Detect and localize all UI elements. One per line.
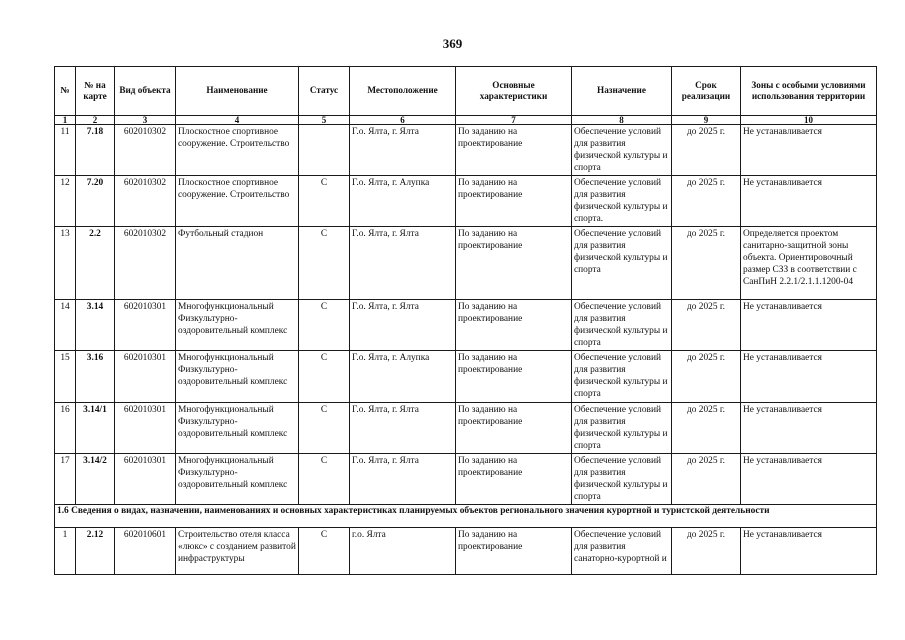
implementation-term: до 2025 г. — [672, 402, 741, 453]
special-zones: Не устанавливается — [741, 527, 877, 574]
header-cell: Зоны с особыми условиями использования территории — [741, 67, 877, 116]
column-number: 4 — [176, 116, 299, 125]
object-purpose: Обеспечение условий для развития санаторно-курортной и — [572, 527, 672, 574]
object-type-code: 602010301 — [115, 351, 176, 402]
object-name: Многофункциональный Физкультурно-оздоровительный комплекс — [176, 402, 299, 453]
table-row — [55, 402, 877, 453]
planned-objects-table — [54, 66, 877, 575]
header-cell: Статус — [299, 67, 350, 116]
map-number: 3.14/2 — [76, 453, 115, 504]
object-characteristics: По заданию на проектирование — [456, 453, 572, 504]
table-row — [55, 527, 877, 574]
column-number: 9 — [672, 116, 741, 125]
header-cell: № — [55, 67, 76, 116]
row-number: 15 — [55, 351, 76, 402]
column-number: 10 — [741, 116, 877, 125]
object-characteristics: По заданию на проектирование — [456, 176, 572, 227]
object-type-code: 602010301 — [115, 453, 176, 504]
map-number: 3.14/1 — [76, 402, 115, 453]
implementation-term: до 2025 г. — [672, 351, 741, 402]
object-location: Г.о. Ялта, г. Ялта — [350, 227, 456, 300]
implementation-term: до 2025 г. — [672, 227, 741, 300]
table-row — [55, 125, 877, 176]
table-row — [55, 300, 877, 351]
object-purpose: Обеспечение условий для развития физической культуры и спорта — [572, 402, 672, 453]
special-zones: Определяется проектом санитарно-защитной зоны объекта. Ориентировочный размер СЗЗ в соответствии с СанПиН 2.2.1/2.1.1.1200-04 — [741, 227, 877, 300]
object-name: Плоскостное спортивное сооружение. Строительство — [176, 176, 299, 227]
object-name: Футбольный стадион — [176, 227, 299, 300]
section-title: 1.6 Сведения о видах, назначении, наименованиях и основных характеристиках планируемых объектов регионального значения курортной и туристской деятельности — [55, 504, 877, 527]
object-status: С — [299, 527, 350, 574]
object-location: Г.о. Ялта, г. Ялта — [350, 453, 456, 504]
implementation-term: до 2025 г. — [672, 125, 741, 176]
object-location: Г.о. Ялта, г. Ялта — [350, 300, 456, 351]
object-location: Г.о. Ялта, г. Алупка — [350, 351, 456, 402]
table-row — [55, 176, 877, 227]
object-type-code: 602010302 — [115, 125, 176, 176]
special-zones: Не устанавливается — [741, 300, 877, 351]
object-type-code: 602010601 — [115, 527, 176, 574]
object-characteristics: По заданию на проектирование — [456, 227, 572, 300]
map-number: 3.14 — [76, 300, 115, 351]
special-zones: Не устанавливается — [741, 176, 877, 227]
object-name: Плоскостное спортивное сооружение. Строительство — [176, 125, 299, 176]
row-number: 11 — [55, 125, 76, 176]
map-number: 2.12 — [76, 527, 115, 574]
header-cell: Основные характеристики — [456, 67, 572, 116]
object-status: С — [299, 351, 350, 402]
row-number: 16 — [55, 402, 76, 453]
implementation-term: до 2025 г. — [672, 527, 741, 574]
object-status: С — [299, 300, 350, 351]
object-location: г.о. Ялта — [350, 527, 456, 574]
row-number: 14 — [55, 300, 76, 351]
object-characteristics: По заданию на проектирование — [456, 402, 572, 453]
implementation-term: до 2025 г. — [672, 453, 741, 504]
object-name: Многофункциональный Физкультурно-оздоровительный комплекс — [176, 300, 299, 351]
implementation-term: до 2025 г. — [672, 176, 741, 227]
special-zones: Не устанавливается — [741, 402, 877, 453]
column-number: 6 — [350, 116, 456, 125]
special-zones: Не устанавливается — [741, 125, 877, 176]
object-type-code: 602010301 — [115, 402, 176, 453]
object-characteristics: По заданию на проектирование — [456, 527, 572, 574]
table-row — [55, 453, 877, 504]
object-name: Многофункциональный Физкультурно-оздоровительный комплекс — [176, 453, 299, 504]
object-status: С — [299, 453, 350, 504]
section-heading-row — [55, 504, 877, 527]
header-cell: Срок реализации — [672, 67, 741, 116]
column-number: 7 — [456, 116, 572, 125]
map-number: 7.20 — [76, 176, 115, 227]
object-purpose: Обеспечение условий для развития физической культуры и спорта. — [572, 176, 672, 227]
header-cell: Назначение — [572, 67, 672, 116]
map-number: 3.16 — [76, 351, 115, 402]
object-characteristics: По заданию на проектирование — [456, 125, 572, 176]
object-purpose: Обеспечение условий для развития физической культуры и спорта — [572, 125, 672, 176]
object-type-code: 602010302 — [115, 227, 176, 300]
map-number: 7.18 — [76, 125, 115, 176]
object-name: Строительство отеля класса «люкс» с созданием развитой инфраструктуры — [176, 527, 299, 574]
header-cell: № на карте — [76, 67, 115, 116]
object-location: Г.о. Ялта, г. Ялта — [350, 125, 456, 176]
header-cell: Вид объекта — [115, 67, 176, 116]
table-row — [55, 351, 877, 402]
row-number: 12 — [55, 176, 76, 227]
object-type-code: 602010302 — [115, 176, 176, 227]
object-location: Г.о. Ялта, г. Ялта — [350, 402, 456, 453]
object-purpose: Обеспечение условий для развития физической культуры и спорта — [572, 453, 672, 504]
object-status: С — [299, 227, 350, 300]
map-number: 2.2 — [76, 227, 115, 300]
header-cell: Местоположение — [350, 67, 456, 116]
object-characteristics: По заданию на проектирование — [456, 300, 572, 351]
object-name: Многофункциональный Физкультурно-оздоровительный комплекс — [176, 351, 299, 402]
object-purpose: Обеспечение условий для развития физической культуры и спорта — [572, 300, 672, 351]
page-number: 369 — [442, 36, 463, 51]
column-number-row — [55, 116, 877, 125]
object-status: С — [299, 402, 350, 453]
table-row — [55, 227, 877, 300]
object-location: Г.о. Ялта, г. Алупка — [350, 176, 456, 227]
column-number: 2 — [76, 116, 115, 125]
row-number: 13 — [55, 227, 76, 300]
header-row — [55, 67, 877, 116]
row-number: 17 — [55, 453, 76, 504]
object-characteristics: По заданию на проектирование — [456, 351, 572, 402]
object-purpose: Обеспечение условий для развития физической культуры и спорта — [572, 227, 672, 300]
column-number: 8 — [572, 116, 672, 125]
object-purpose: Обеспечение условий для развития физической культуры и спорта — [572, 351, 672, 402]
object-status — [299, 125, 350, 176]
special-zones: Не устанавливается — [741, 351, 877, 402]
implementation-term: до 2025 г. — [672, 300, 741, 351]
row-number: 1 — [55, 527, 76, 574]
header-cell: Наименование — [176, 67, 299, 116]
object-status: С — [299, 176, 350, 227]
column-number: 3 — [115, 116, 176, 125]
special-zones: Не устанавливается — [741, 453, 877, 504]
column-number: 5 — [299, 116, 350, 125]
column-number: 1 — [55, 116, 76, 125]
object-type-code: 602010301 — [115, 300, 176, 351]
